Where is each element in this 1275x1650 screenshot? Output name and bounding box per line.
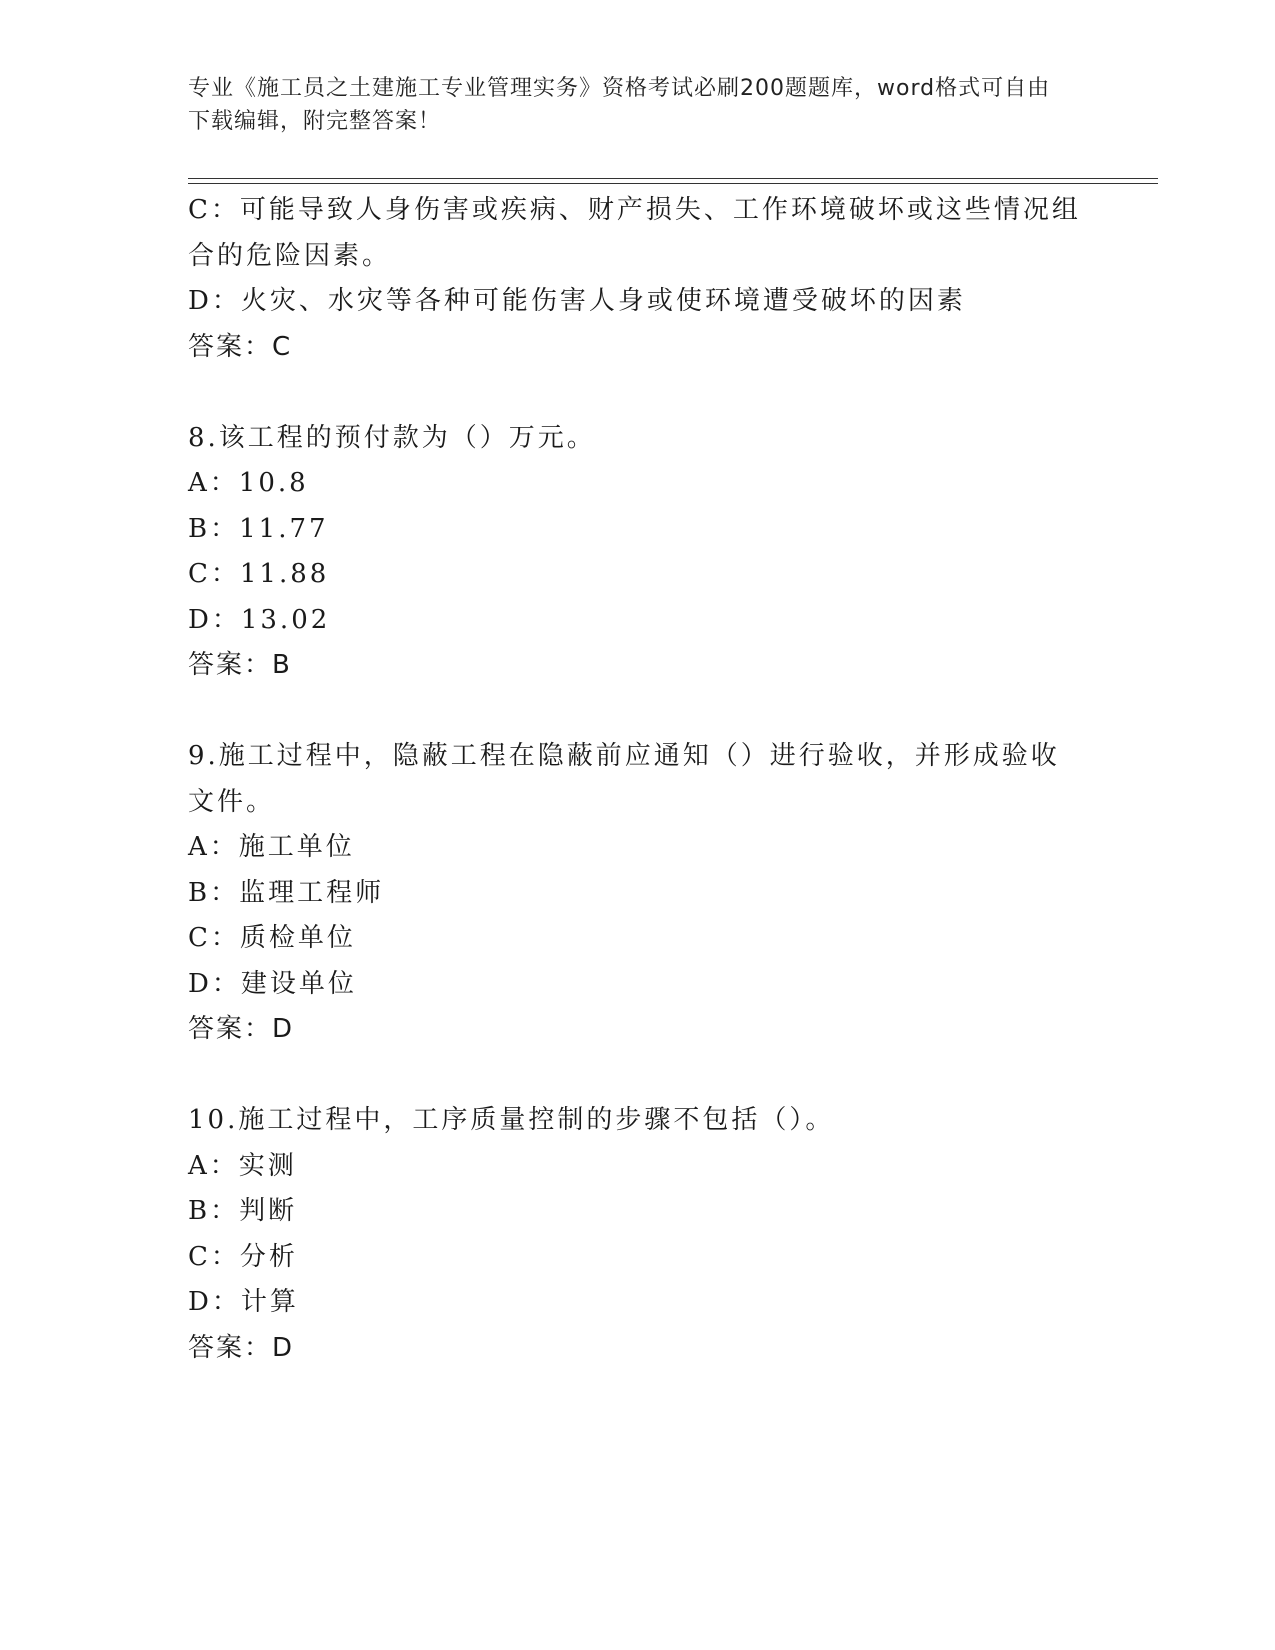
question-text: 8.该工程的预付款为（）万元。 [188, 422, 596, 453]
answer: 答案：B [188, 650, 292, 680]
option-a: A：施工单位 [188, 832, 355, 862]
header-rule-bottom [188, 183, 1158, 184]
question-9 [188, 734, 1088, 1053]
spacer [188, 689, 1088, 735]
option-d: D：计算 [188, 1287, 299, 1317]
option-a: A：实测 [188, 1150, 297, 1181]
option-c: C：11.88 [188, 559, 330, 589]
option-b: B：监理工程师 [188, 877, 385, 908]
option-b: B：判断 [188, 1196, 298, 1226]
question-10 [188, 1098, 1088, 1371]
answer: 答案：C [188, 331, 293, 362]
option-d: D：建设单位 [188, 968, 357, 999]
document-header [188, 72, 1068, 138]
spacer [188, 370, 1088, 416]
question-7-tail [188, 188, 1088, 370]
option-c: C：分析 [188, 1241, 298, 1272]
header-rule-top [188, 178, 1158, 179]
spacer [188, 1053, 1088, 1099]
option-c: C：质检单位 [188, 923, 356, 953]
option-d: D：火灾、水灾等各种可能伤害人身或使环境遭受破坏的因素 [188, 286, 966, 316]
option-b: B：11.77 [188, 513, 329, 544]
answer: 答案：D [188, 1332, 295, 1363]
option-a: A：10.8 [188, 468, 309, 498]
question-text: 10.施工过程中，工序质量控制的步骤不包括（）。 [188, 1105, 835, 1135]
question-text: 9.施工过程中，隐蔽工程在隐蔽前应通知（）进行验收，并形成验收文件。 [188, 741, 1060, 817]
option-d: D：13.02 [188, 604, 331, 635]
header-title: 专业《施工员之土建施工专业管理实务》资格考试必刷200题题库，word格式可自由下载编辑，附完整答案！ [188, 76, 1051, 134]
question-8 [188, 416, 1088, 689]
answer: 答案：D [188, 1014, 295, 1044]
option-c: C：可能导致人身伤害或疾病、财产损失、工作环境破坏或这些情况组合的危险因素。 [188, 195, 1081, 271]
question-list [188, 188, 1088, 1371]
